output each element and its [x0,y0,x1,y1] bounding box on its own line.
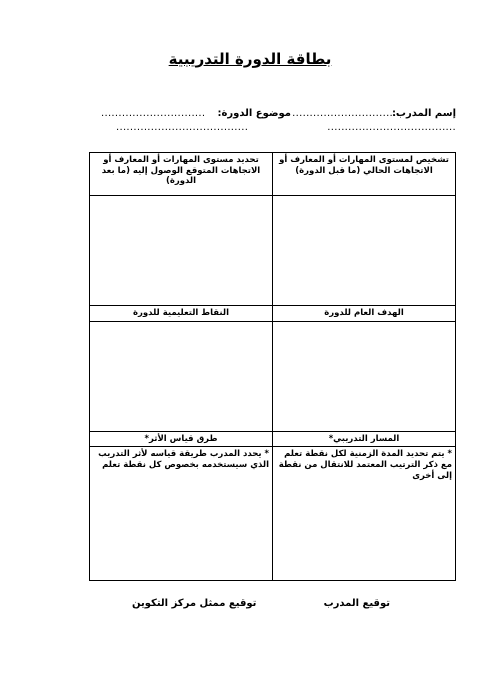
current-level-input-cell[interactable] [273,196,456,306]
impact-measurement-input-cell[interactable] [90,447,273,581]
table-row [90,153,456,196]
learning-points-input-cell[interactable] [90,321,273,431]
trainer-name-field-line-2[interactable]: ..................................... [327,122,456,133]
page-title: بطاقة الدورة التدريبية [168,50,332,68]
table-row [90,321,456,431]
table-row [90,306,456,322]
general-objective-input-cell[interactable] [273,321,456,431]
impact-measurement-header: طرق قياس الأثر* [90,431,273,447]
trainer-signature-label: توقيع المدرب [323,598,390,609]
expected-level-header: تحديد مستوى المهارات أو المعارف أو الاتجاهات المتوقع الوصول إليه (ما بعد الدورة) [90,153,273,196]
trainer-name-field-line-1[interactable]: ............................... [292,108,400,119]
course-topic-field-line-2[interactable]: ...................................... [116,122,249,133]
learning-points-header: النقاط التعليمية للدورة [90,306,273,322]
table-row [90,447,456,581]
expected-level-input-cell[interactable] [90,196,273,306]
impact-measurement-note: * يحدد المدرب طريقة قياسه لأثر التدريب الذي سيستخدمه بخصوص كل نقطة تعلم [98,449,269,470]
general-objective-header: الهدف العام للدورة [273,306,456,322]
training-path-input-cell[interactable] [273,447,456,581]
course-topic-field-line-1[interactable]: .............................. [101,108,206,119]
table-row [90,431,456,447]
course-card-table [89,152,456,581]
current-level-diagnosis-header: تشخيص لمستوى المهارات أو المعارف أو الاتجاهات الحالي (ما قبل الدورة) [273,153,456,196]
table-row [90,196,456,306]
training-path-note: * يتم تحديد المدة الزمنية لكل نقطة تعلم مع ذكر الترتيب المعتمد للانتقال من نقطة إلى أخرى [278,449,452,481]
training-path-header: المسار التدريبي* [273,431,456,447]
trainer-name-label: إسم المدرب: [391,108,456,119]
course-topic-label: موضوع الدورة: [217,108,291,119]
center-rep-signature-label: توقيع ممثل مركز التكوين [132,598,257,609]
